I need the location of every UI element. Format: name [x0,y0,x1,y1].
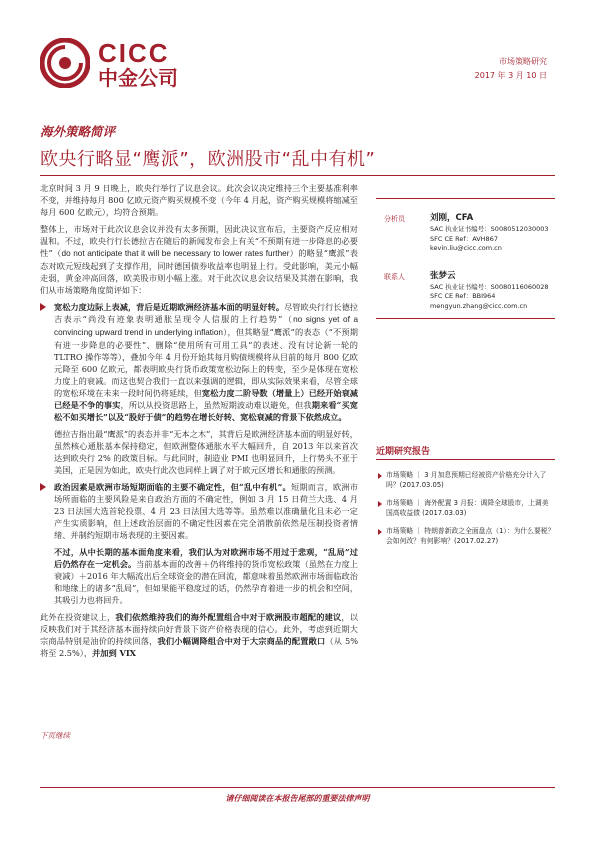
report-body [40,182,358,664]
analyst-top-divider [376,198,555,199]
analyst-email[interactable]: kevin.liu@cicc.com.cn [430,244,502,252]
report-header [475,55,547,83]
related-reports-list [376,470,555,554]
analyst-name: 刘刚，CFA [430,213,474,223]
paragraph-outlook: 不过，从中长期的基本面角度来看，我们认为对欧洲市场不用过于悲观，“乱局”过后仍然存在一定机会。当前基本面的改善＋仍将维持的货币宽松政策（虽然在力度上衰减）＋2016 年大幅流出后全球资金的潜在回流，都意味着虽然欧洲市场面临政治和地缘上的诸多“乱局”，但如果能平稳度过的话，仍然孕育着进一步的机会和空间，其吸引力也将回升。 [54,547,358,605]
legal-disclaimer[interactable]: 请仔细阅读在本报告尾部的重要法律声明 [225,793,370,803]
analyst-name: 张梦云 [430,270,456,281]
related-report-link[interactable]: 市场策略 ｜ 海外配置 3 月报：调降全球股市，上调美国高收益债 (2017.03.03) [376,498,555,518]
analyst-sfc: SFC CE Ref：BBI964 [430,292,496,300]
cicc-logo-icon [40,38,90,88]
report-title: 欧央行略显“鹰派”，欧洲股市“乱中有机” [40,149,376,170]
analyst-sfc: SFC CE Ref：AVH867 [430,234,498,243]
analyst-bottom-divider [376,318,555,319]
title-divider [40,175,555,176]
paragraph-recommendation: 此外在投资建议上，我们依然维持我们的海外配置组合中对于欧洲股市超配的建议，以反映我们对于其经济基本面持续向好背景下资产价格表现的信心。此外，考虑到近期大宗商品特别是油价的持续回落，我们小幅调降组合中对于大宗商品的配置敞口（从 5% 将至 2.5%），并加到 VIX [40,612,358,658]
report-type: 市场策略研究 [499,57,547,66]
analyst-role: 联系人 [384,272,405,281]
report-category: 海外策略简评 [40,124,116,139]
analyst-card [376,204,555,254]
logo-text-en: CICC [98,38,170,68]
analyst-card [376,262,555,312]
analyst-email[interactable]: mengyun.zhang@cicc.com.cn [430,301,528,310]
analyst-sac: SAC 执业证书编号：S0080512030003 [430,225,549,233]
bullet-marker-icon [40,303,46,311]
analyst-panel [376,204,555,319]
footer-divider [40,787,555,788]
bullet-marker-icon [378,529,382,535]
analyst-role: 分析员 [384,215,405,223]
cicc-logo [40,38,180,94]
related-reports-title: 近期研究报告 [376,447,431,457]
related-reports-divider [376,459,555,460]
bullet-marker-icon [378,473,382,479]
bullet-marker-icon [378,501,382,507]
logo-text-cn: 中金公司 [98,66,178,90]
bullet-marker-icon [40,483,46,491]
analyst-sac: SAC 执业证书编号：S0080116060028 [430,282,549,291]
paragraph-fundamentals: 德拉吉指出最“鹰派”的表态并非“无本之木”，其背后是欧洲经济基本面的明显好转，虽然核心通胀基本保持稳定，但欧洲整体通胀水平大幅回升，自 2013 年以来首次达到欧央行 2% 的政策目标。与此同时，制造业 PMI 也明显回升，上行势头不亚于美国，正是因为如此，欧央行此次也同样上调了对于欧元区增长和通胀的预测。 [54,429,358,475]
bullet-easing: 宽松力度边际上表减，背后是近期欧洲经济基本面的明显好转。尽管欧央行行长德拉吉表示“尚没有迹象表明通胀呈现令人信服的上行趋势”（no signs yet of a convincing upward trend in underlying inflation），但其略显“鹰派”的表态（“不预期有进一步降息的必要性”、删除“使用所有可用工具”的表述、没有讨论新一轮的 TLTRO 操作等等），叠加今年 4 月份开始其每月购债规模将从目前的每月 800 亿欧元降至 600 亿欧元，都表明欧央行货币政策宽松边际上的转变，至少是体现在宽松力度上的衰减。而这也契合我们一直以来强调的逻辑，即从实际效果来看，尽管全球的宽松环境在未来一段时间仍将延续，但宽松力度二阶导数（增量上）已经开始衰减已经是不争的事实，所以从投资思路上，虽然短期波动难以避免，但我期来看“买宽松不如买增长”以及“股好于债”的趋势在增长好转、宽松衰减的背景下依然成立。 [40,301,358,423]
continued-note: 下页继续 [40,731,70,740]
bullet-politics: 政治因素是欧洲市场短期面临的主要不确定性，但“乱中有机”。短期而言，欧洲市场所面临的主要风险是来自政治方面的不确定性，例如 3 月 15 日荷兰大选、4 月 23 日法国大选首轮投票、4 月 23 日法国大选等等。虽然难以准确量化且未必一定产生实质影响，但上述政治层面的不确定性因素在完全消散前依然是压制投资者情绪、并制约短期市场表现的主要因素。 [40,481,358,541]
report-date: 2017 年 3 月 10 日 [474,71,547,80]
related-report-link[interactable]: 市场策略 ｜ 3 月加息预期已经被资产价格充分计入了吗？(2017.03.05) [376,470,555,490]
paragraph-market-reaction: 整体上，市场对于此次议息会议并没有太多预期，因此决议宣布后，主要资产反应相对温和。不过，欧央行行长德拉吉在随后的新闻发布会上有关“不预期有进一步降息的必要性”（do not anticipate that it will be necessary to lower rates further）的略显“鹰派”表态对欧元短线起到了支撑作用，同时德国债券收益率也明显上行。受此影响，美元小幅走弱，黄金冲高回落，欧美股市则小幅上涨。对于此次议息会议结果及其潜在影响，我们从市场策略角度简评如下： [40,224,358,295]
related-report-link[interactable]: 市场策略 ｜ 特朗普新政之全面盘点（1）：为什么要税？会如何改？有何影响？(2017.02.27) [376,526,555,546]
paragraph-intro: 北京时间 3 月 9 日晚上，欧央行举行了议息会议。此次会议决定维持三个主要基准利率不变，并维持每月 800 亿欧元资产购买规模不变（今年 4 月起，资产购买规模将缩减至每月 600 亿欧元），均符合预期。 [40,183,358,217]
